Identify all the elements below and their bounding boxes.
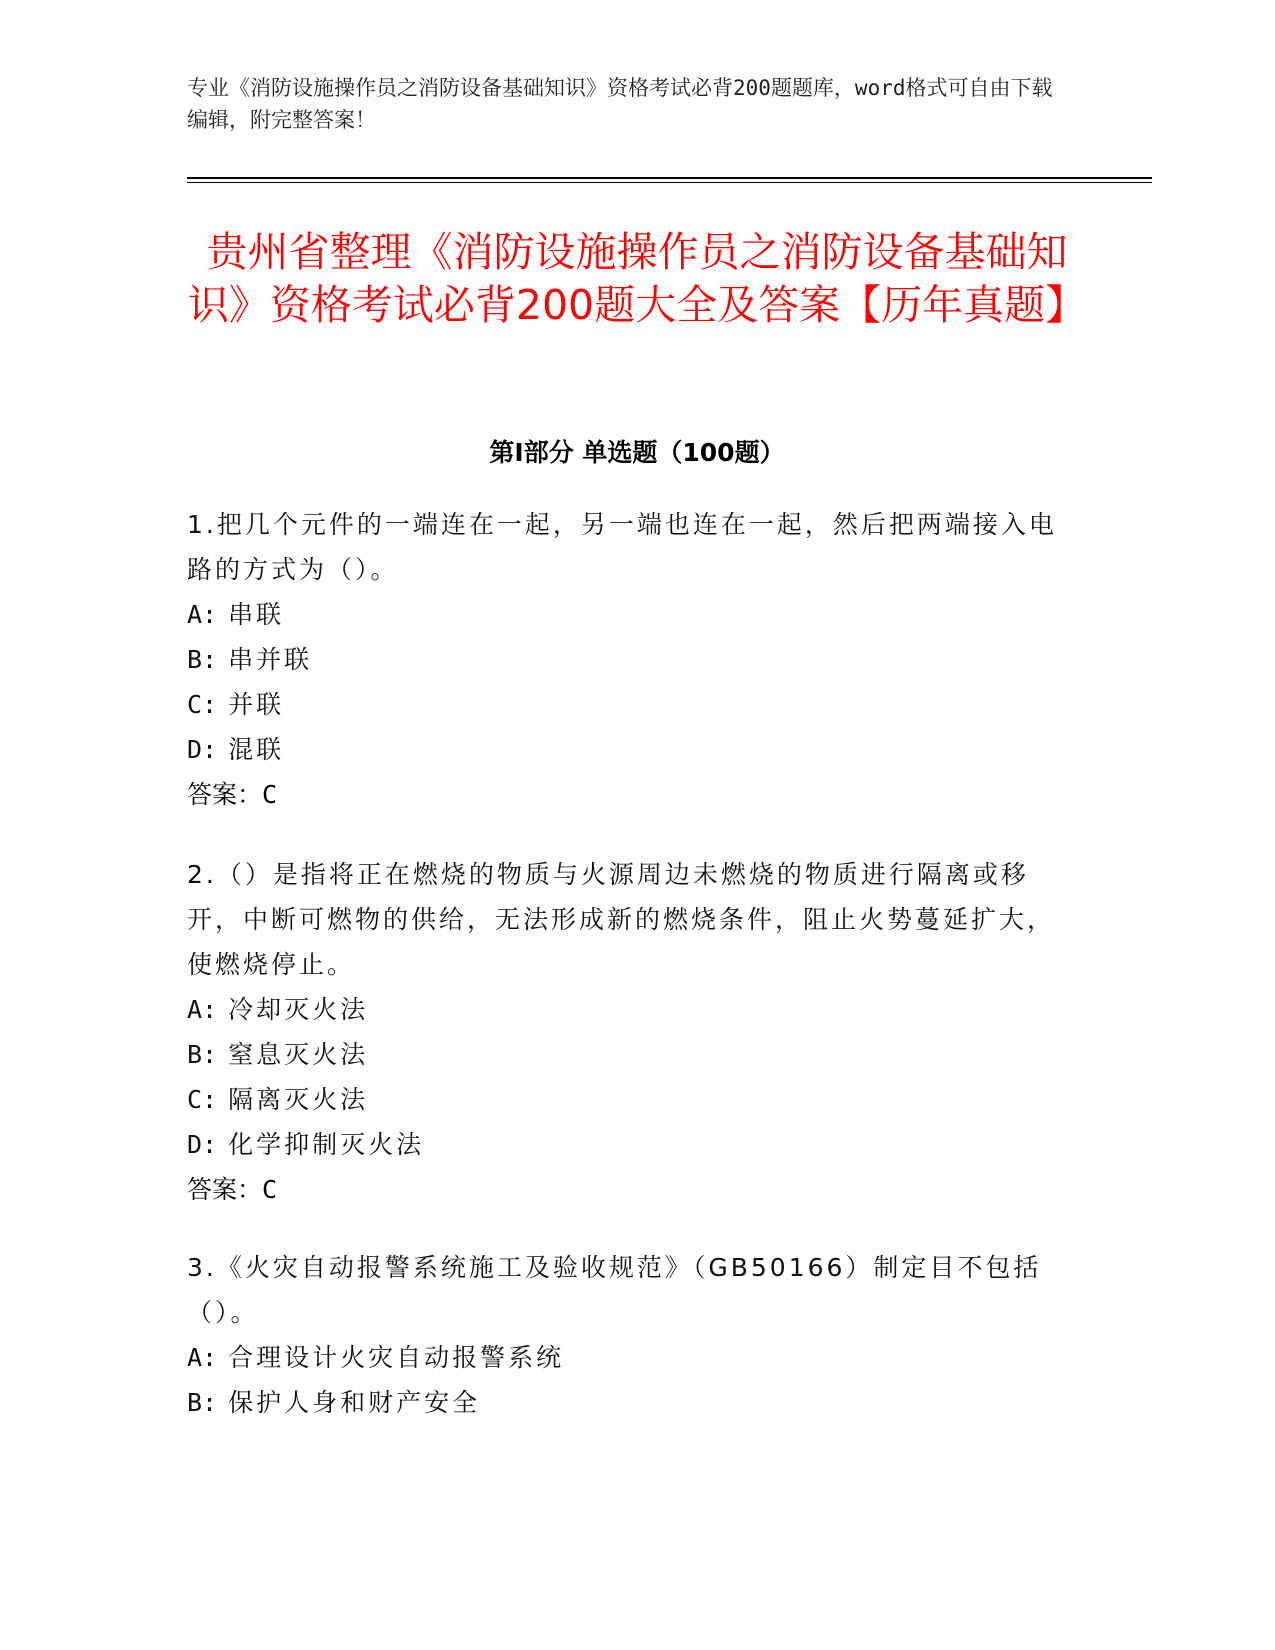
option-label: A:: [187, 1343, 218, 1372]
question-1: [187, 502, 1067, 817]
option-text: 混联: [228, 735, 285, 764]
option-c: [187, 682, 1067, 727]
answer-key: C: [262, 1175, 278, 1204]
answer-prefix: 答案：: [187, 780, 263, 809]
option-text: 保护人身和财产安全: [228, 1388, 481, 1417]
question-2: [187, 852, 1067, 1212]
answer-line: [187, 772, 1067, 817]
header-rule-thick: [187, 177, 1152, 179]
option-label: B:: [187, 645, 218, 674]
answer-prefix: 答案：: [187, 1175, 263, 1204]
answer-line: [187, 1167, 1067, 1212]
option-c: [187, 1077, 1067, 1122]
option-label: A:: [187, 600, 218, 629]
option-b: [187, 637, 1067, 682]
option-label: C:: [187, 1085, 218, 1114]
option-b: [187, 1032, 1067, 1077]
option-label: C:: [187, 690, 218, 719]
option-label: B:: [187, 1040, 218, 1069]
option-d: [187, 1122, 1067, 1167]
option-label: A:: [187, 995, 218, 1024]
option-label: B:: [187, 1388, 218, 1417]
option-d: [187, 727, 1067, 772]
option-text: 串并联: [228, 645, 313, 674]
option-label: D:: [187, 735, 218, 764]
header-note: 专业《消防设施操作员之消防设备基础知识》资格考试必背200题题库，word格式可自由下载编辑，附完整答案！: [187, 76, 1053, 132]
option-a: [187, 987, 1067, 1032]
option-text: 冷却灭火法: [228, 995, 369, 1024]
question-text: 1.把几个元件的一端连在一起，另一端也连在一起，然后把两端接入电路的方式为（）。: [187, 510, 1057, 584]
question-text: 3.《火灾自动报警系统施工及验收规范》（GB50166）制定目不包括（）。: [187, 1253, 1042, 1327]
question-3: [187, 1245, 1067, 1425]
answer-key: C: [262, 780, 278, 809]
option-text: 合理设计火灾自动报警系统: [228, 1343, 565, 1372]
option-b: [187, 1380, 1067, 1425]
question-text: 2.（）是指将正在燃烧的物质与火源周边未燃烧的物质进行隔离或移开，中断可燃物的供给，无法形成新的燃烧条件，阻止火势蔓延扩大，使燃烧停止。: [187, 860, 1056, 979]
option-text: 窒息灭火法: [228, 1040, 369, 1069]
section-title: 第Ⅰ部分 单选题（100题）: [489, 438, 785, 467]
option-text: 化学抑制灭火法: [228, 1130, 425, 1159]
document-title: 贵州省整理《消防设施操作员之消防设备基础知识》资格考试必背200题大全及答案【历年真题】: [187, 228, 1087, 329]
option-text: 隔离灭火法: [228, 1085, 369, 1114]
option-text: 串联: [228, 600, 285, 629]
option-a: [187, 1335, 1067, 1380]
option-text: 并联: [228, 690, 285, 719]
option-a: [187, 592, 1067, 637]
header-rule-thin: [187, 182, 1152, 183]
option-label: D:: [187, 1130, 218, 1159]
